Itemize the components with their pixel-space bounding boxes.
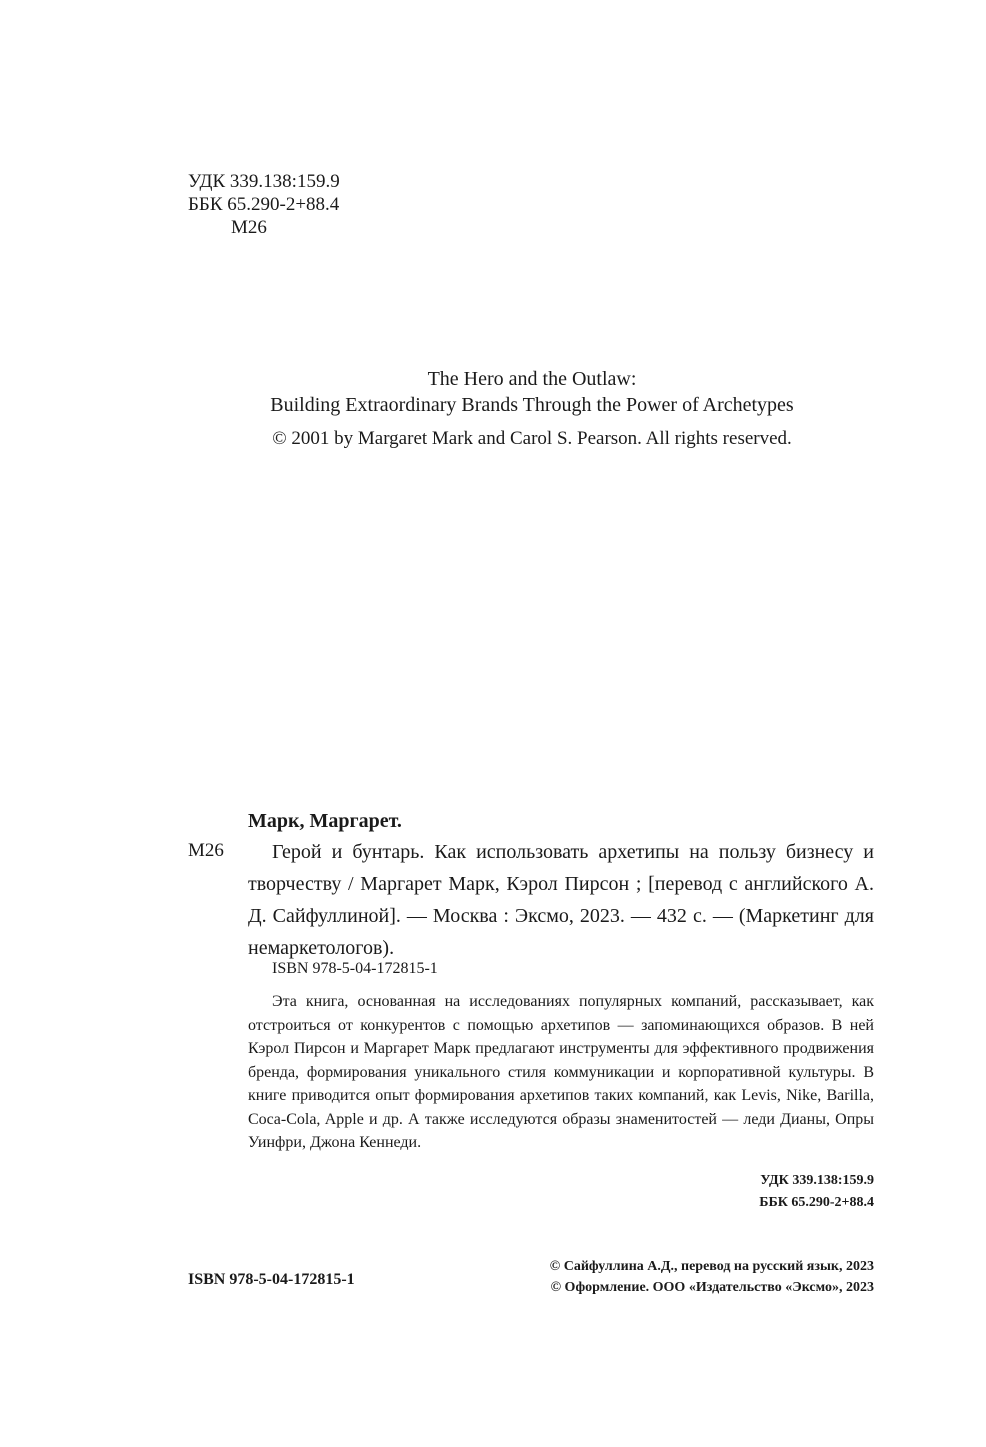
footer-copyrights — [550, 1256, 874, 1298]
original-edition-block — [150, 366, 914, 452]
footer-isbn: ISBN 978-5-04-172815-1 — [188, 1271, 355, 1288]
bottom-bbk: ББК 65.290-2+88.4 — [759, 1195, 874, 1210]
bbk-code: ББК 65.290-2+88.4 — [188, 194, 340, 215]
bibliographic-description — [248, 836, 874, 964]
copyright-translation: © Сайфуллина А.Д., перевод на русский язык, 2023 — [549, 1259, 874, 1274]
side-author-mark: М26 — [188, 840, 224, 861]
classification-block — [188, 170, 340, 239]
annotation — [248, 990, 874, 1155]
bottom-udk: УДК 339.138:159.9 — [760, 1173, 874, 1188]
udk-code: УДК 339.138:159.9 — [188, 171, 340, 192]
isbn-entry: ISBN 978-5-04-172815-1 — [272, 960, 438, 977]
original-copyright: © 2001 by Margaret Mark and Carol S. Pearson. All rights reserved. — [272, 428, 792, 449]
bottom-classification — [759, 1170, 874, 1214]
bibliographic-text: Герой и бунтарь. Как использовать архетипы на пользу бизнесу и творчеству / Маргарет Марк, Кэрол Пирсон ; [перевод с английского А. Д. Сайфуллиной]. — Москва : Эксмо, 2023. — 432 с. — (Маркетинг для немаркетологов). — [248, 841, 874, 959]
original-title-line1: The Hero and the Outlaw: — [427, 368, 637, 390]
copyright-design: © Оформление. ООО «Издательство «Эксмо», 2023 — [550, 1280, 874, 1295]
author-heading: Марк, Маргарет. — [248, 810, 402, 832]
annotation-text: Эта книга, основанная на исследованиях популярных компаний, рассказывает, как отстроиться от конкурентов с помощью архетипов — запоминающихся образов. В ней Кэрол Пирсон и Маргарет Марк предлагают инструменты для эффективного продвижения бренда, формирования уникального стиля коммуникации и корпоративной культуры. В книге приводится опыт формирования архетипов таких компаний, как Levis, Nike, Barilla, Coca-Cola, Apple и др. А также исследуются образы знаменитостей — леди Дианы, Опры Уинфри, Джона Кеннеди. — [248, 993, 874, 1151]
author-mark: М26 — [231, 217, 267, 238]
original-title-line2: Building Extraordinary Brands Through the Power of Archetypes — [270, 394, 794, 416]
